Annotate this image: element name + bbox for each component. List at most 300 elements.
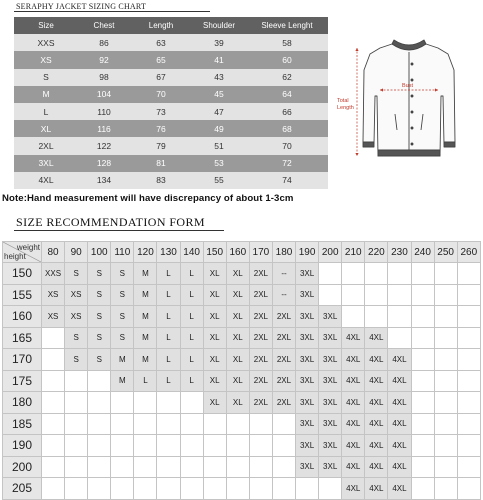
size-cell — [203, 413, 226, 435]
size-cell: XS — [65, 306, 88, 328]
size-cell: 2XL — [249, 263, 272, 285]
size-cell: 4XL — [342, 370, 365, 392]
size-cell — [42, 392, 65, 414]
height-header-cell: 175 — [3, 370, 42, 392]
size-cell: M — [111, 370, 134, 392]
corner-cell — [3, 242, 42, 263]
size-cell: S — [65, 263, 88, 285]
size-cell — [272, 456, 295, 478]
size-cell — [111, 413, 134, 435]
height-header-cell: 185 — [3, 413, 42, 435]
size-cell: 3XL — [296, 370, 319, 392]
size-cell — [434, 284, 457, 306]
size-cell: S — [111, 327, 134, 349]
size-cell: 3XL — [319, 435, 342, 457]
size-cell: 2XL — [249, 370, 272, 392]
sizing-cell: 73 — [130, 103, 192, 120]
size-cell: L — [180, 263, 203, 285]
size-cell: S — [88, 263, 111, 285]
size-cell — [342, 284, 365, 306]
size-cell: 4XL — [342, 435, 365, 457]
size-cell: 4XL — [365, 478, 388, 500]
size-cell — [42, 413, 65, 435]
size-cell — [249, 478, 272, 500]
size-cell: XS — [42, 284, 65, 306]
weight-header-cell: 260 — [457, 242, 480, 263]
size-cell: 4XL — [365, 456, 388, 478]
size-cell — [111, 392, 134, 414]
size-cell — [411, 478, 434, 500]
sizing-cell: 60 — [246, 51, 328, 68]
size-cell — [434, 306, 457, 328]
size-cell — [88, 370, 111, 392]
weight-header-cell: 220 — [365, 242, 388, 263]
height-header-cell: 155 — [3, 284, 42, 306]
size-cell — [226, 413, 249, 435]
size-cell: XL — [226, 370, 249, 392]
size-cell: 3XL — [319, 370, 342, 392]
total-length-label-1: Total — [337, 98, 349, 104]
size-cell — [457, 456, 480, 478]
sizing-cell: 134 — [78, 172, 130, 189]
sizing-cell: 55 — [192, 172, 246, 189]
size-cell — [157, 392, 180, 414]
measurement-note: Note:Hand measurement will have discrepancy of about 1-3cm — [2, 193, 294, 204]
size-cell: XL — [226, 263, 249, 285]
corner-weight-label: weight — [16, 243, 40, 252]
size-cell: L — [157, 284, 180, 306]
weight-header-cell: 240 — [411, 242, 434, 263]
size-cell: L — [180, 327, 203, 349]
size-cell: 4XL — [388, 478, 411, 500]
size-cell — [457, 478, 480, 500]
size-cell — [111, 456, 134, 478]
size-cell: XS — [42, 306, 65, 328]
sizing-header-cell: Length — [130, 17, 192, 34]
size-cell — [296, 478, 319, 500]
size-cell: M — [134, 284, 157, 306]
height-header-cell: 190 — [3, 435, 42, 457]
size-cell: 2XL — [272, 306, 295, 328]
sizing-cell: 43 — [192, 69, 246, 86]
size-cell — [157, 478, 180, 500]
sizing-cell: 128 — [78, 155, 130, 172]
sizing-cell: M — [14, 86, 78, 103]
height-row — [3, 435, 481, 457]
weight-header-cell: 80 — [42, 242, 65, 263]
size-cell — [157, 456, 180, 478]
size-cell — [319, 263, 342, 285]
size-cell — [272, 413, 295, 435]
size-cell — [457, 284, 480, 306]
weight-header-cell: 120 — [134, 242, 157, 263]
size-cell: M — [134, 349, 157, 371]
sizing-row — [14, 120, 328, 137]
weight-header-cell: 170 — [249, 242, 272, 263]
size-cell — [434, 263, 457, 285]
height-row — [3, 456, 481, 478]
size-cell — [388, 327, 411, 349]
size-cell: 2XL — [249, 392, 272, 414]
size-cell — [65, 456, 88, 478]
sizing-cell: 110 — [78, 103, 130, 120]
sizing-chart-title: SERAPHY JACKET SIZING CHART — [16, 2, 147, 11]
size-cell: S — [111, 284, 134, 306]
size-cell: 3XL — [296, 263, 319, 285]
size-cell: 2XL — [249, 306, 272, 328]
size-cell: L — [180, 370, 203, 392]
sizing-cell: 62 — [246, 69, 328, 86]
size-cell — [365, 284, 388, 306]
size-cell: 4XL — [388, 370, 411, 392]
size-cell — [134, 478, 157, 500]
size-cell — [411, 327, 434, 349]
size-cell — [203, 456, 226, 478]
jacket-illustration — [363, 40, 455, 156]
size-cell — [434, 349, 457, 371]
size-cell: L — [157, 306, 180, 328]
sizing-cell: 65 — [130, 51, 192, 68]
size-cell — [226, 435, 249, 457]
size-cell: S — [65, 327, 88, 349]
size-cell — [88, 413, 111, 435]
sizing-header-cell: Chest — [78, 17, 130, 34]
sizing-cell: 4XL — [14, 172, 78, 189]
size-cell — [180, 413, 203, 435]
size-cell — [272, 435, 295, 457]
size-cell: 3XL — [296, 413, 319, 435]
title-rule — [14, 11, 210, 12]
weight-header-cell: 190 — [296, 242, 319, 263]
size-cell — [457, 327, 480, 349]
size-cell — [388, 306, 411, 328]
size-cell — [88, 435, 111, 457]
size-cell: L — [157, 263, 180, 285]
sizing-cell: 58 — [246, 34, 328, 51]
size-cell — [411, 392, 434, 414]
size-cell: 4XL — [365, 435, 388, 457]
size-cell — [411, 306, 434, 328]
weight-header-cell: 180 — [272, 242, 295, 263]
size-cell — [249, 435, 272, 457]
size-cell — [134, 413, 157, 435]
size-cell: 2XL — [249, 327, 272, 349]
size-cell — [111, 478, 134, 500]
sizing-cell: 70 — [130, 86, 192, 103]
size-cell: L — [180, 349, 203, 371]
sizing-table — [14, 17, 328, 189]
size-cell: XL — [203, 327, 226, 349]
size-cell: XL — [226, 392, 249, 414]
size-cell — [180, 456, 203, 478]
size-cell — [434, 327, 457, 349]
size-cell: XL — [226, 349, 249, 371]
size-cell: 2XL — [249, 349, 272, 371]
size-cell: XL — [203, 392, 226, 414]
sizing-cell: 83 — [130, 172, 192, 189]
sizing-header-cell: Shoulder — [192, 17, 246, 34]
size-cell: 3XL — [296, 327, 319, 349]
sizing-cell: 81 — [130, 155, 192, 172]
size-cell — [226, 478, 249, 500]
jacket-diagram — [334, 30, 480, 178]
size-cell — [388, 284, 411, 306]
sizing-cell: 74 — [246, 172, 328, 189]
size-cell: 3XL — [319, 349, 342, 371]
height-header-cell: 160 — [3, 306, 42, 328]
size-cell — [411, 284, 434, 306]
size-cell: 3XL — [319, 392, 342, 414]
size-cell — [65, 435, 88, 457]
size-cell: 4XL — [388, 413, 411, 435]
size-cell: 3XL — [319, 456, 342, 478]
size-cell: 3XL — [319, 306, 342, 328]
sizing-cell: 72 — [246, 155, 328, 172]
size-cell: L — [134, 370, 157, 392]
size-cell — [411, 370, 434, 392]
size-cell — [457, 413, 480, 435]
total-length-label-2: Length — [337, 105, 354, 111]
size-cell: 2XL — [272, 370, 295, 392]
height-row — [3, 478, 481, 500]
height-row — [3, 413, 481, 435]
size-cell: 4XL — [365, 349, 388, 371]
size-cell — [88, 478, 111, 500]
size-cell — [457, 349, 480, 371]
size-cell — [65, 370, 88, 392]
size-cell: 3XL — [296, 349, 319, 371]
sizing-cell: 116 — [78, 120, 130, 137]
size-cell: 4XL — [388, 392, 411, 414]
height-header-cell: 180 — [3, 392, 42, 414]
size-cell: 4XL — [342, 413, 365, 435]
size-cell — [65, 478, 88, 500]
sizing-cell: 67 — [130, 69, 192, 86]
size-cell — [457, 435, 480, 457]
size-cell — [203, 478, 226, 500]
height-header-cell: 205 — [3, 478, 42, 500]
sizing-cell: 2XL — [14, 137, 78, 154]
sizing-header-row — [14, 17, 328, 34]
sizing-cell: 39 — [192, 34, 246, 51]
size-cell: S — [88, 327, 111, 349]
size-cell — [411, 435, 434, 457]
bust-label: Bust — [402, 83, 414, 89]
size-cell — [457, 392, 480, 414]
size-cell — [434, 456, 457, 478]
sizing-cell: L — [14, 103, 78, 120]
size-cell: 3XL — [296, 392, 319, 414]
size-cell — [157, 435, 180, 457]
weight-header-cell: 250 — [434, 242, 457, 263]
sizing-cell: 41 — [192, 51, 246, 68]
sizing-row — [14, 51, 328, 68]
size-cell: S — [111, 263, 134, 285]
size-cell — [457, 370, 480, 392]
size-cell: 2XL — [272, 349, 295, 371]
size-cell — [457, 306, 480, 328]
recommendation-table — [2, 241, 481, 500]
size-cell — [342, 263, 365, 285]
size-cell: XXS — [42, 263, 65, 285]
size-cell — [180, 392, 203, 414]
size-cell: 3XL — [319, 413, 342, 435]
height-row — [3, 284, 481, 306]
sizing-cell: 79 — [130, 137, 192, 154]
recommendation-title: SIZE RECOMMENDATION FORM — [16, 215, 205, 229]
size-cell — [134, 456, 157, 478]
weight-header-row — [3, 242, 481, 263]
sizing-cell: 64 — [246, 86, 328, 103]
size-cell: 3XL — [296, 284, 319, 306]
size-cell: 4XL — [342, 392, 365, 414]
size-cell: 4XL — [388, 349, 411, 371]
size-cell — [249, 456, 272, 478]
sizing-cell: XXS — [14, 34, 78, 51]
sizing-row — [14, 137, 328, 154]
size-cell: M — [134, 327, 157, 349]
sizing-cell: 45 — [192, 86, 246, 103]
height-row — [3, 263, 481, 285]
size-cell — [319, 478, 342, 500]
size-cell: 3XL — [319, 327, 342, 349]
sizing-row — [14, 172, 328, 189]
size-cell — [42, 370, 65, 392]
size-cell — [434, 435, 457, 457]
size-cell — [203, 435, 226, 457]
size-cell: 4XL — [365, 370, 388, 392]
weight-header-cell: 150 — [203, 242, 226, 263]
size-cell: 4XL — [342, 349, 365, 371]
size-cell — [180, 478, 203, 500]
size-cell — [134, 435, 157, 457]
size-cell — [434, 370, 457, 392]
size-cell: L — [157, 327, 180, 349]
weight-header-cell: 230 — [388, 242, 411, 263]
size-cell — [42, 456, 65, 478]
sizing-cell: 86 — [78, 34, 130, 51]
size-cell: L — [157, 349, 180, 371]
sizing-row — [14, 103, 328, 120]
size-cell: -- — [272, 284, 295, 306]
height-row — [3, 306, 481, 328]
size-cell — [226, 456, 249, 478]
size-cell: M — [111, 349, 134, 371]
size-cell: S — [88, 284, 111, 306]
size-cell — [411, 413, 434, 435]
height-header-cell: 170 — [3, 349, 42, 371]
size-cell: S — [111, 306, 134, 328]
size-cell: M — [134, 263, 157, 285]
sizing-cell: 47 — [192, 103, 246, 120]
size-cell — [434, 413, 457, 435]
height-header-cell: 165 — [3, 327, 42, 349]
recommendation-rule — [14, 230, 224, 231]
sizing-header-cell: Sleeve Lenght — [246, 17, 328, 34]
size-cell: XL — [226, 284, 249, 306]
size-cell — [180, 435, 203, 457]
sizing-cell: 104 — [78, 86, 130, 103]
size-cell: S — [65, 349, 88, 371]
sizing-cell: 63 — [130, 34, 192, 51]
size-cell — [249, 413, 272, 435]
size-cell — [111, 435, 134, 457]
size-cell: 2XL — [272, 327, 295, 349]
sizing-cell: 49 — [192, 120, 246, 137]
size-cell: 4XL — [342, 327, 365, 349]
size-cell — [134, 392, 157, 414]
size-cell: XS — [65, 284, 88, 306]
size-cell — [411, 456, 434, 478]
size-cell — [88, 456, 111, 478]
size-cell: XL — [203, 306, 226, 328]
sizing-cell: XL — [14, 120, 78, 137]
size-cell: L — [180, 284, 203, 306]
size-cell: XL — [203, 263, 226, 285]
size-cell — [365, 306, 388, 328]
height-row — [3, 327, 481, 349]
size-cell: 4XL — [365, 392, 388, 414]
weight-header-cell: 90 — [65, 242, 88, 263]
weight-header-cell: 100 — [88, 242, 111, 263]
size-cell: S — [88, 306, 111, 328]
size-cell: XL — [203, 284, 226, 306]
sizing-cell: S — [14, 69, 78, 86]
size-cell — [342, 306, 365, 328]
size-cell: XL — [203, 370, 226, 392]
size-cell — [65, 392, 88, 414]
sizing-row — [14, 34, 328, 51]
size-cell: 4XL — [365, 327, 388, 349]
size-cell: M — [134, 306, 157, 328]
size-cell — [42, 435, 65, 457]
weight-header-cell: 160 — [226, 242, 249, 263]
size-cell: 4XL — [365, 413, 388, 435]
size-cell — [272, 478, 295, 500]
size-cell — [42, 327, 65, 349]
size-cell — [411, 263, 434, 285]
sizing-cell: 66 — [246, 103, 328, 120]
size-cell: 4XL — [342, 478, 365, 500]
sizing-header-cell: Size — [14, 17, 78, 34]
sizing-row — [14, 155, 328, 172]
height-row — [3, 370, 481, 392]
height-header-cell: 200 — [3, 456, 42, 478]
size-cell — [42, 349, 65, 371]
size-cell: XL — [226, 327, 249, 349]
size-cell: XL — [203, 349, 226, 371]
size-cell — [88, 392, 111, 414]
size-cell — [457, 263, 480, 285]
height-row — [3, 392, 481, 414]
sizing-cell: 122 — [78, 137, 130, 154]
corner-height-label: height — [4, 252, 26, 261]
size-cell — [157, 413, 180, 435]
sizing-cell: 53 — [192, 155, 246, 172]
size-cell: L — [157, 370, 180, 392]
size-cell — [365, 263, 388, 285]
weight-header-cell: 140 — [180, 242, 203, 263]
sizing-cell: XS — [14, 51, 78, 68]
size-cell: 2XL — [272, 392, 295, 414]
size-cell: 3XL — [296, 306, 319, 328]
weight-header-cell: 200 — [319, 242, 342, 263]
sizing-cell: 3XL — [14, 155, 78, 172]
size-cell: L — [180, 306, 203, 328]
sizing-cell: 51 — [192, 137, 246, 154]
size-cell — [42, 478, 65, 500]
size-cell: 2XL — [249, 284, 272, 306]
